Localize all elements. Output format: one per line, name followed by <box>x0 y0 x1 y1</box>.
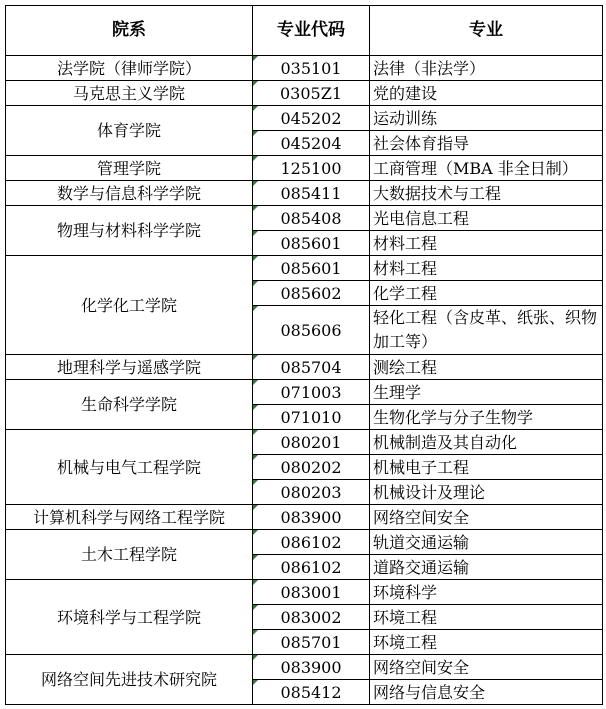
major-cell: 化学工程 <box>370 281 603 306</box>
code-cell: 080203 <box>253 480 370 505</box>
dept-cell: 环境科学与工程学院 <box>6 580 253 655</box>
code-cell: 080202 <box>253 455 370 480</box>
table-row <box>6 580 603 605</box>
major-cell: 党的建设 <box>370 81 603 106</box>
table-row <box>6 56 603 81</box>
table-row <box>6 530 603 555</box>
code-cell: 085602 <box>253 281 370 306</box>
dept-cell: 机械与电气工程学院 <box>6 430 253 505</box>
table-row <box>6 505 603 530</box>
code-cell: 125100 <box>253 156 370 181</box>
major-cell: 机械电子工程 <box>370 455 603 480</box>
code-cell: 085704 <box>253 355 370 380</box>
dept-cell: 体育学院 <box>6 106 253 156</box>
table-row <box>6 181 603 206</box>
major-cell: 机械制造及其自动化 <box>370 430 603 455</box>
header-major: 专业 <box>370 6 603 56</box>
major-cell: 环境工程 <box>370 605 603 630</box>
major-cell: 轨道交通运输 <box>370 530 603 555</box>
code-cell: 045202 <box>253 106 370 131</box>
dept-cell: 马克思主义学院 <box>6 81 253 106</box>
major-cell: 机械设计及理论 <box>370 480 603 505</box>
major-cell: 网络与信息安全 <box>370 680 603 705</box>
code-cell: 083001 <box>253 580 370 605</box>
code-cell: 085606 <box>253 306 370 355</box>
code-cell: 085408 <box>253 206 370 231</box>
code-cell: 085601 <box>253 256 370 281</box>
major-cell: 生物化学与分子生物学 <box>370 405 603 430</box>
code-cell: 071010 <box>253 405 370 430</box>
code-cell: 085412 <box>253 680 370 705</box>
major-cell: 道路交通运输 <box>370 555 603 580</box>
header-dept: 院系 <box>6 6 253 56</box>
code-cell: 083900 <box>253 655 370 680</box>
major-cell: 环境科学 <box>370 580 603 605</box>
table-row <box>6 430 603 455</box>
table-body <box>6 56 603 705</box>
code-cell: 083002 <box>253 605 370 630</box>
code-cell: 085701 <box>253 630 370 655</box>
table-row <box>6 355 603 380</box>
major-cell: 环境工程 <box>370 630 603 655</box>
dept-cell: 数学与信息科学学院 <box>6 181 253 206</box>
header-code: 专业代码 <box>253 6 370 56</box>
major-cell: 测绘工程 <box>370 355 603 380</box>
dept-cell: 物理与材料科学学院 <box>6 206 253 256</box>
code-cell: 0305Z1 <box>253 81 370 106</box>
program-table <box>5 5 603 705</box>
dept-cell: 土木工程学院 <box>6 530 253 580</box>
code-cell: 080201 <box>253 430 370 455</box>
table-row <box>6 81 603 106</box>
code-cell: 085601 <box>253 231 370 256</box>
table-row <box>6 655 603 680</box>
table-row <box>6 256 603 281</box>
major-cell: 社会体育指导 <box>370 131 603 156</box>
major-cell: 法律（非法学） <box>370 56 603 81</box>
dept-cell: 管理学院 <box>6 156 253 181</box>
dept-cell: 计算机科学与网络工程学院 <box>6 505 253 530</box>
major-cell: 运动训练 <box>370 106 603 131</box>
table-row <box>6 380 603 405</box>
dept-cell: 生命科学学院 <box>6 380 253 430</box>
dept-cell: 化学化工学院 <box>6 256 253 355</box>
code-cell: 085411 <box>253 181 370 206</box>
major-cell: 轻化工程（含皮革、纸张、织物加工等） <box>370 306 603 355</box>
dept-cell: 网络空间先进技术研究院 <box>6 655 253 705</box>
table-row <box>6 106 603 131</box>
header-row <box>6 6 603 56</box>
table-row <box>6 156 603 181</box>
code-cell: 045204 <box>253 131 370 156</box>
dept-cell: 地理科学与遥感学院 <box>6 355 253 380</box>
code-cell: 086102 <box>253 530 370 555</box>
major-cell: 大数据技术与工程 <box>370 181 603 206</box>
code-cell: 083900 <box>253 505 370 530</box>
code-cell: 071003 <box>253 380 370 405</box>
major-cell: 光电信息工程 <box>370 206 603 231</box>
code-cell: 035101 <box>253 56 370 81</box>
major-cell: 材料工程 <box>370 256 603 281</box>
major-cell: 生理学 <box>370 380 603 405</box>
major-cell: 网络空间安全 <box>370 655 603 680</box>
major-cell: 工商管理（MBA 非全日制） <box>370 156 603 181</box>
major-cell: 网络空间安全 <box>370 505 603 530</box>
code-cell: 086102 <box>253 555 370 580</box>
dept-cell: 法学院（律师学院） <box>6 56 253 81</box>
table-row <box>6 206 603 231</box>
major-cell: 材料工程 <box>370 231 603 256</box>
